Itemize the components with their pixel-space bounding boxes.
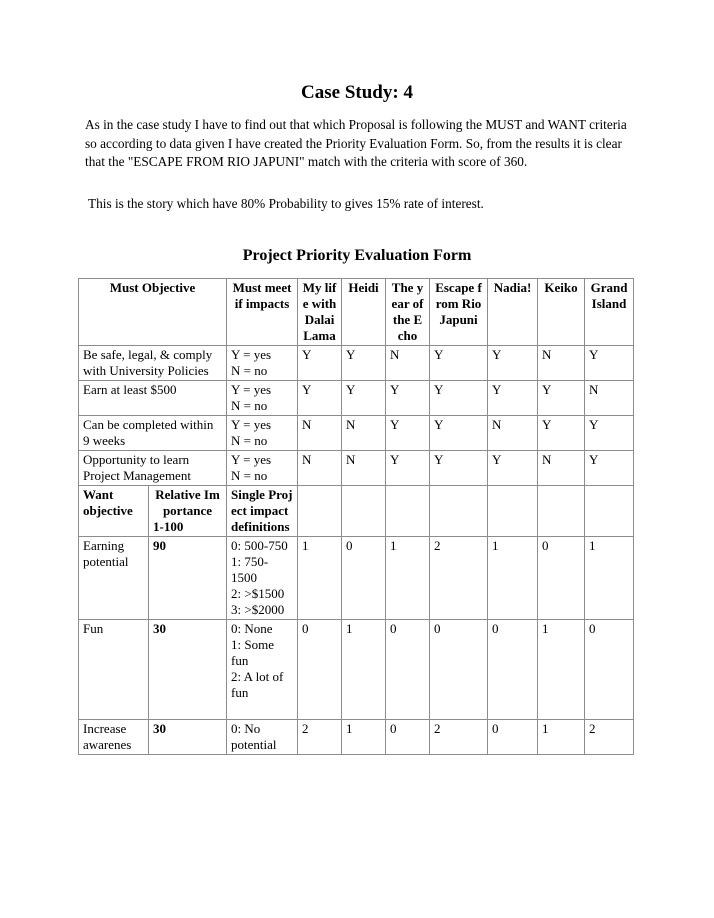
want-row — [79, 620, 634, 720]
value-cell: 0 — [342, 537, 386, 620]
value-cell: Y — [585, 416, 634, 451]
definitions-cell — [227, 537, 298, 620]
form-title: Project Priority Evaluation Form — [242, 247, 472, 264]
value-cell: Y — [342, 346, 386, 381]
no-label: N = no — [231, 433, 268, 448]
value-cell: 0 — [386, 720, 430, 755]
yes-label: Y = yes — [231, 382, 272, 397]
want-objective-header: Want objective — [79, 486, 149, 537]
value-cell: 0 — [386, 620, 430, 720]
value-cell: Y — [488, 346, 538, 381]
value-cell: 0 — [430, 620, 488, 720]
must-row — [79, 451, 634, 486]
value-cell: Y — [386, 381, 430, 416]
want-row — [79, 537, 634, 620]
value-cell: 1 — [342, 620, 386, 720]
value-cell: Y — [585, 451, 634, 486]
value-cell: 0 — [585, 620, 634, 720]
value-cell: 0 — [538, 537, 585, 620]
empty-cell — [298, 486, 342, 537]
priority-evaluation-table — [78, 278, 634, 755]
header-project-echo: The year of the Echo — [386, 279, 430, 346]
value-cell: N — [538, 451, 585, 486]
value-cell: Y — [386, 416, 430, 451]
header-project-rio-japuni: Escape from Rio Japuni — [430, 279, 488, 346]
must-row — [79, 381, 634, 416]
want-objective-cell: Fun — [79, 620, 149, 720]
definitions-cell — [227, 620, 298, 720]
value-cell: Y — [538, 381, 585, 416]
value-cell: Y — [298, 346, 342, 381]
value-cell: Y — [298, 381, 342, 416]
value-cell: N — [342, 416, 386, 451]
yes-label: Y = yes — [231, 347, 272, 362]
must-row — [79, 416, 634, 451]
importance-range: 1-100 — [153, 519, 184, 534]
no-label: N = no — [231, 398, 268, 413]
value-cell: N — [386, 346, 430, 381]
yes-label: Y = yes — [231, 417, 272, 432]
definition-line: 0: 500-750 — [231, 538, 288, 553]
no-label: N = no — [231, 468, 268, 483]
must-meet-cell — [227, 451, 298, 486]
value-cell: Y — [538, 416, 585, 451]
relative-importance-header — [149, 486, 227, 537]
yes-label: Y = yes — [231, 452, 272, 467]
value-cell: 1 — [488, 537, 538, 620]
definition-line: 2: >$1500 — [231, 586, 285, 601]
empty-cell — [585, 486, 634, 537]
value-cell: N — [488, 416, 538, 451]
value-cell: 2 — [585, 720, 634, 755]
value-cell: 1 — [342, 720, 386, 755]
empty-cell — [386, 486, 430, 537]
value-cell: 1 — [538, 720, 585, 755]
want-row — [79, 720, 634, 755]
want-objective-cell: Earning potential — [79, 537, 149, 620]
value-cell: Y — [430, 451, 488, 486]
value-cell: 2 — [430, 537, 488, 620]
value-cell: N — [298, 451, 342, 486]
header-project-grand-island: Grand Island — [585, 279, 634, 346]
header-row — [79, 279, 634, 346]
header-project-keiko: Keiko — [538, 279, 585, 346]
definition-line: 1: Some fun — [231, 637, 274, 668]
value-cell: 2 — [430, 720, 488, 755]
must-row — [79, 346, 634, 381]
importance-cell: 90 — [149, 537, 227, 620]
want-header-row — [79, 486, 634, 537]
value-cell: 1 — [298, 537, 342, 620]
no-label: N = no — [231, 363, 268, 378]
value-cell: N — [298, 416, 342, 451]
value-cell: Y — [488, 381, 538, 416]
value-cell: 1 — [386, 537, 430, 620]
value-cell: Y — [488, 451, 538, 486]
importance-cell: 30 — [149, 620, 227, 720]
page-title: Case Study: 4 — [301, 82, 413, 103]
value-cell: N — [538, 346, 585, 381]
value-cell: Y — [430, 381, 488, 416]
definition-line: 2: A lot of fun — [231, 669, 284, 700]
header-must-objective: Must Objective — [79, 279, 227, 346]
header-project-heidi: Heidi — [342, 279, 386, 346]
intro-paragraph: As in the case study I have to find out that which Proposal is following the MUST and WANT criteria so according to data given I have created the Priority Evaluation Form. So, from the results it is clear that the "ESCAPE FROM RIO JAPUNI" match with the criteria with score of 360. — [85, 117, 627, 169]
empty-cell — [342, 486, 386, 537]
definition-line: 1: 750-1500 — [231, 554, 269, 585]
definitions-cell — [227, 720, 298, 755]
relative-importance-label: Relative Importance — [155, 487, 220, 518]
importance-cell: 30 — [149, 720, 227, 755]
must-meet-cell — [227, 381, 298, 416]
want-objective-cell: Increase awarenes — [79, 720, 149, 755]
header-project-nadia: Nadia! — [488, 279, 538, 346]
value-cell: 1 — [538, 620, 585, 720]
must-meet-cell — [227, 416, 298, 451]
value-cell: 1 — [585, 537, 634, 620]
value-cell: N — [342, 451, 386, 486]
must-objective-cell: Earn at least $500 — [79, 381, 227, 416]
empty-cell — [538, 486, 585, 537]
value-cell: Y — [386, 451, 430, 486]
empty-cell — [430, 486, 488, 537]
must-objective-cell: Be safe, legal, & comply with University Policies — [79, 346, 227, 381]
must-objective-cell: Opportunity to learn Project Management — [79, 451, 227, 486]
definition-line: 0: None — [231, 621, 273, 636]
value-cell: 0 — [298, 620, 342, 720]
value-cell: 0 — [488, 720, 538, 755]
definition-line: 3: >$2000 — [231, 602, 285, 617]
value-cell: Y — [430, 346, 488, 381]
header-project-dalai-lama: My life with Dalai Lama — [298, 279, 342, 346]
value-cell: Y — [585, 346, 634, 381]
definition-line: 0: No potential — [231, 721, 277, 752]
definitions-header: Single Project impact definitions — [227, 486, 298, 537]
empty-cell — [488, 486, 538, 537]
value-cell: 2 — [298, 720, 342, 755]
header-must-meet: Must meet if impacts — [227, 279, 298, 346]
value-cell: Y — [342, 381, 386, 416]
value-cell: Y — [430, 416, 488, 451]
value-cell: N — [585, 381, 634, 416]
probability-paragraph: This is the story which have 80% Probability to gives 15% rate of interest. — [88, 196, 484, 211]
value-cell: 0 — [488, 620, 538, 720]
must-objective-cell: Can be completed within 9 weeks — [79, 416, 227, 451]
must-meet-cell — [227, 346, 298, 381]
